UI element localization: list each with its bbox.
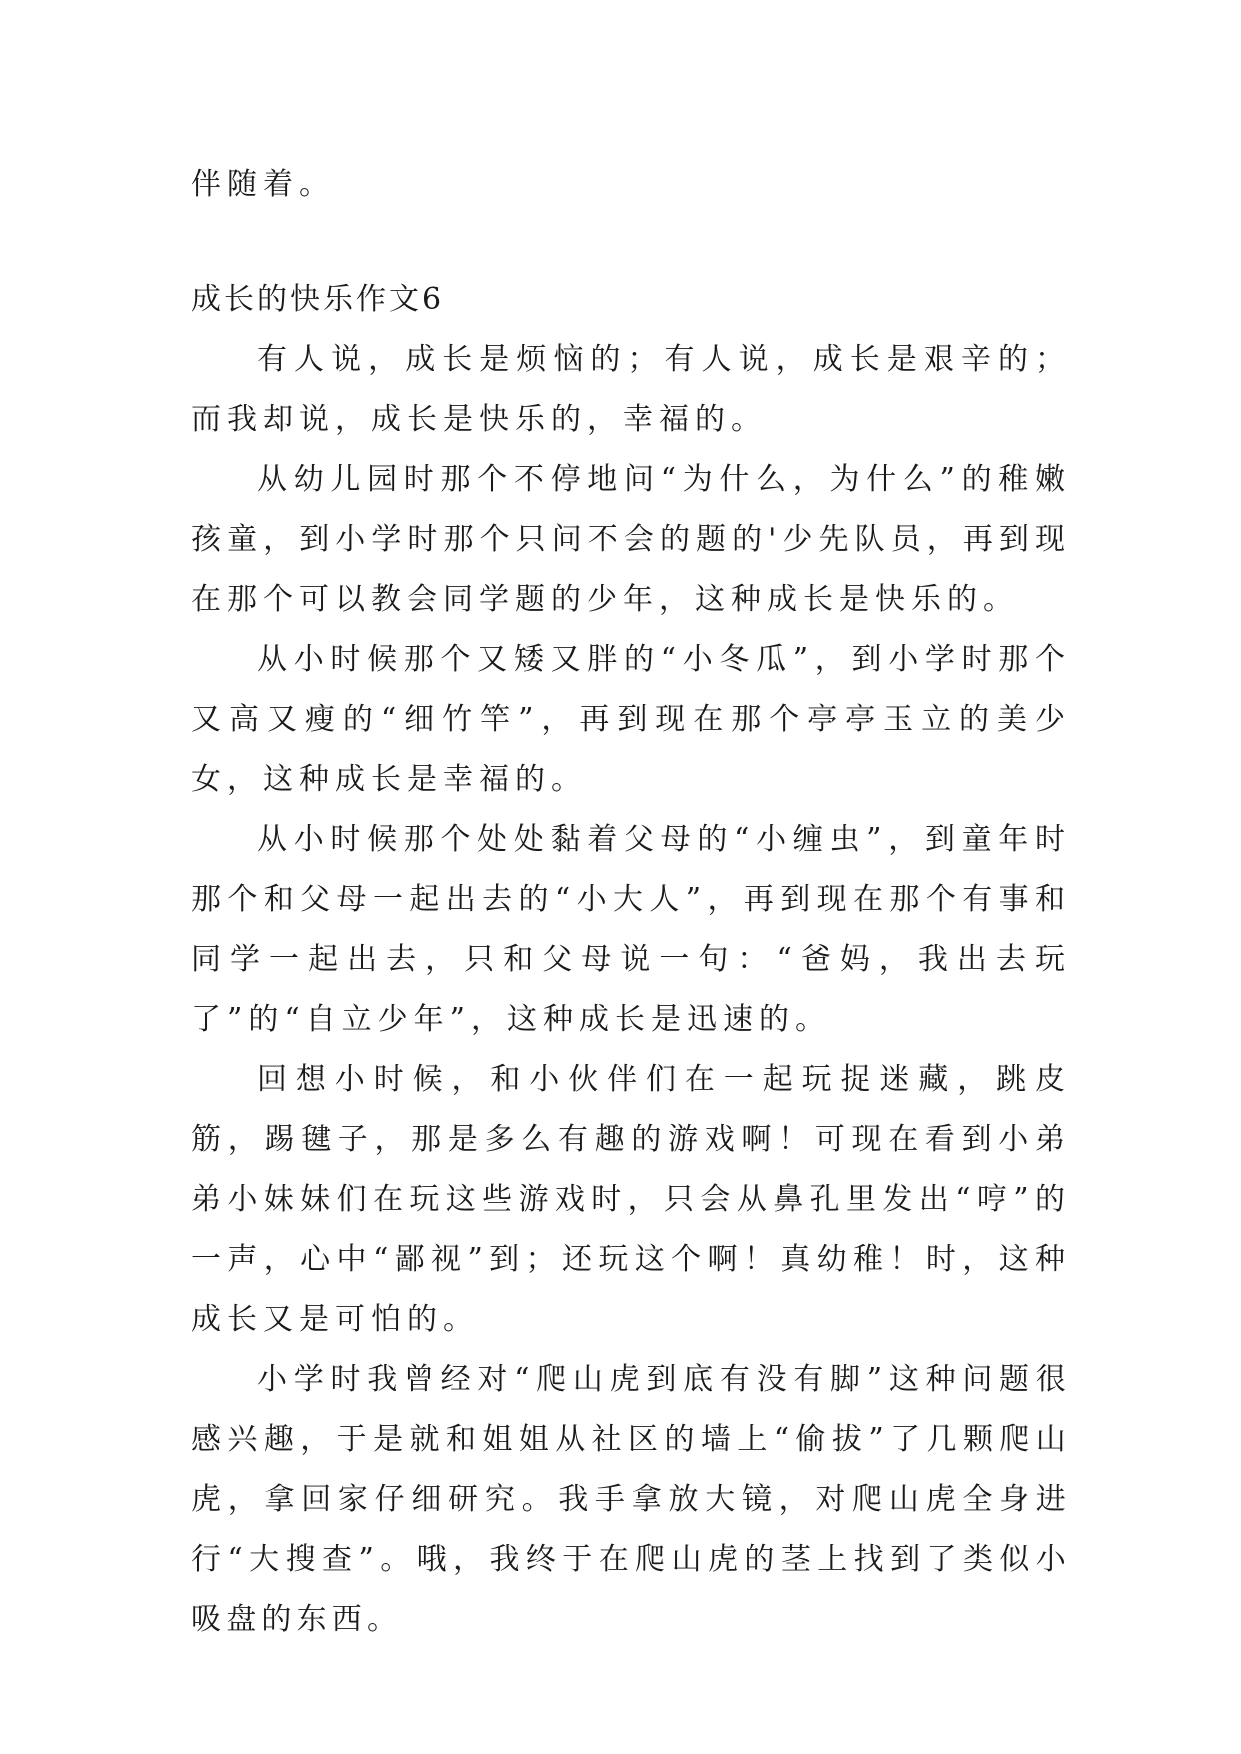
paragraph: 小学时我曾经对“爬山虎到底有没有脚”这种问题很感兴趣，于是就和姐姐从社区的墙上“偷拔”了几颗爬山虎，拿回家仔细研究。我手拿放大镜，对爬山虎全身进行“大搜查”。哦，我终于在爬山虎的茎上找到了类似小吸盘的东西。 — [191, 1362, 1071, 1637]
section-title: 成长的快乐作文6 — [191, 282, 445, 317]
paragraph: 从幼儿园时那个不停地问“为什么，为什么”的稚嫩孩童，到小学时那个只问不会的题的'少先队员，再到现在那个可以教会同学题的少年，这种成长是快乐的。 — [191, 462, 1071, 617]
continued-text: 伴随着。 — [191, 167, 335, 202]
paragraph: 有人说，成长是烦恼的；有人说，成长是艰辛的；而我却说，成长是快乐的，幸福的。 — [191, 342, 1071, 437]
paragraph: 从小时候那个处处黏着父母的“小缠虫”，到童年时那个和父母一起出去的“小大人”，再到现在那个有事和同学一起出去，只和父母说一句：“爸妈，我出去玩了”的“自立少年”，这种成长是迅速的。 — [191, 822, 1071, 1037]
essay-body — [191, 330, 1071, 1650]
paragraph: 回想小时候，和小伙伴们在一起玩捉迷藏，跳皮筋，踢毽子，那是多么有趣的游戏啊！可现在看到小弟弟小妹妹们在玩这些游戏时，只会从鼻孔里发出“哼”的一声，心中“鄙视”到；还玩这个啊！真幼稚！时，这种成长又是可怕的。 — [191, 1062, 1071, 1337]
paragraph: 从小时候那个又矮又胖的“小冬瓜”，到小学时那个又高又瘦的“细竹竿”，再到现在那个亭亭玉立的美少女，这种成长是幸福的。 — [191, 642, 1071, 797]
